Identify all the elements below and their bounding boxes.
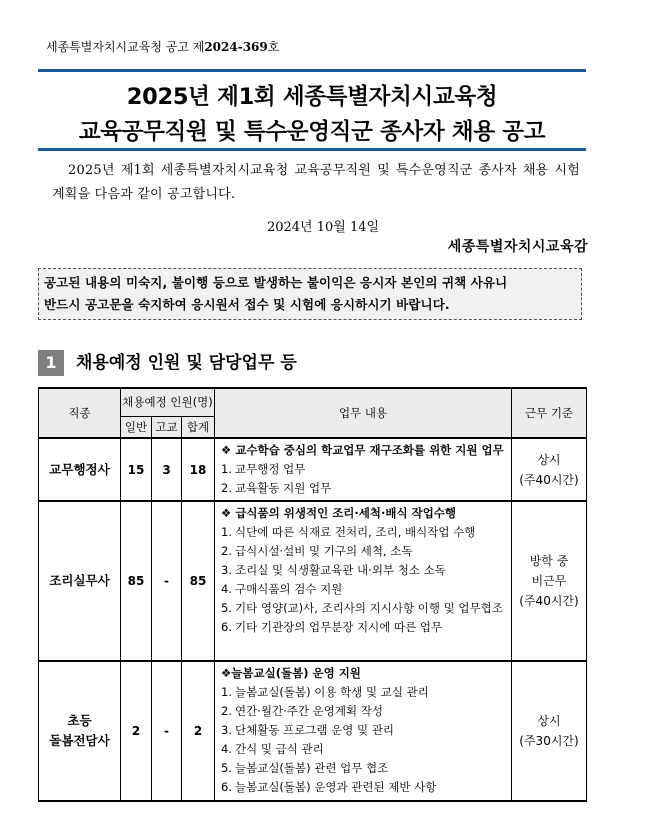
work-basis-cell: 상시 (주40시간) [512,438,587,501]
notice-date: 2024년 10월 14일 [266,220,380,235]
duties-cell [215,501,512,661]
page-title-line2: 교육공무직원 및 특수운영직군 종사자 채용 공고 [78,119,546,145]
work-basis-cell: 상시 (주30시간) [512,661,587,801]
title-bottom-rule [38,148,586,151]
intro-paragraph: 2025년 제1회 세종특별자치시교육청 교육공무직원 및 특수운영직군 종사자 채용 시험 계획을 다음과 같이 공고합니다. [52,163,580,202]
page-title-line1: 2025년 제1회 세종특별자치시교육청 [126,84,498,110]
duty-item: 4. 간식 및 급식 관리 [221,742,324,756]
warning-line-1: 공고된 내용의 미숙지, 불이행 등으로 발생하는 불이익은 응시자 본인의 귀책 사유니 [44,275,508,290]
duty-head: ❖늘봄교실(돌봄) 운영 지원 [221,666,361,680]
recruitment-table [38,387,587,802]
duties-cell [215,661,512,801]
header-total: 합계 [182,416,215,438]
duty-item: 3. 조리실 및 식생활교육관 내·외부 청소 소독 [221,563,446,577]
duty-item: 6. 늘봄교실(돌봄) 운영과 관련된 제반 사항 [221,780,437,794]
duty-item: 1. 늘봄교실(돌봄) 이용 학생 및 교실 관리 [221,685,429,699]
duty-item: 1. 교무행정 업무 [221,462,306,476]
warning-box [38,268,582,320]
job-cell: 교무행정사 [39,438,121,501]
duty-item: 2. 교육활동 지원 업무 [221,481,332,495]
total-count: 18 [182,438,215,501]
duty-item: 2. 연간·월간·주간 운영계획 작성 [221,704,383,718]
duty-item: 5. 기타 영양(교)사, 조리사의 지시사항 이행 및 업무협조 [221,601,503,615]
issuer-name: 세종특별자치시교육감 [447,239,588,255]
table-row [39,661,587,801]
job-cell: 초등 돌봄전담사 [39,661,121,801]
duties-cell [215,438,512,501]
header-duties: 업무 내용 [215,388,512,438]
general-count: 15 [121,438,152,501]
title-top-rule [38,69,586,72]
high-school-count: 3 [152,438,182,501]
header-general: 일반 [121,416,152,438]
header-high-school: 고교 [152,416,182,438]
duty-item: 2. 급식시설·설비 및 기구의 세척, 소독 [221,544,413,558]
duty-item: 4. 구매식품의 검수 지원 [221,582,343,596]
header-work-basis: 근무 기준 [512,388,587,438]
job-cell: 조리실무사 [39,501,121,661]
duty-head: ❖ 교수학습 중심의 학교업무 재구조화를 위한 지원 업무 [221,443,504,457]
table-row [39,438,587,501]
duty-item: 6. 기타 기관장의 업무분장 지시에 따른 업무 [221,620,443,634]
general-count: 2 [121,661,152,801]
table-row [39,501,587,661]
warning-line-2: 반드시 공고문을 숙지하여 응시원서 접수 및 시험에 응시하시기 바랍니다. [44,297,450,312]
high-school-count: - [152,501,182,661]
total-count: 2 [182,661,215,801]
duty-item: 5. 늘봄교실(돌봄) 관련 업무 협조 [221,761,389,775]
duty-item: 3. 단체활동 프로그램 운영 및 관리 [221,723,395,737]
duty-head: ❖ 급식품의 위생적인 조리·세척·배식 작업수행 [221,506,457,520]
header-planned: 채용예정 인원(명) [121,388,215,416]
high-school-count: - [152,661,182,801]
notice-number: 세종특별자치시교육청 공고 제2024-369호 [46,40,280,54]
section-number-badge: 1 [38,350,64,376]
general-count: 85 [121,501,152,661]
section-title: 채용예정 인원 및 담당업무 등 [76,353,297,373]
work-basis-cell: 방학 중 비근무 (주40시간) [512,501,587,661]
duty-item: 1. 식단에 따른 식재료 전처리, 조리, 배식작업 수행 [221,525,476,539]
header-job: 직종 [39,388,121,438]
total-count: 85 [182,501,215,661]
